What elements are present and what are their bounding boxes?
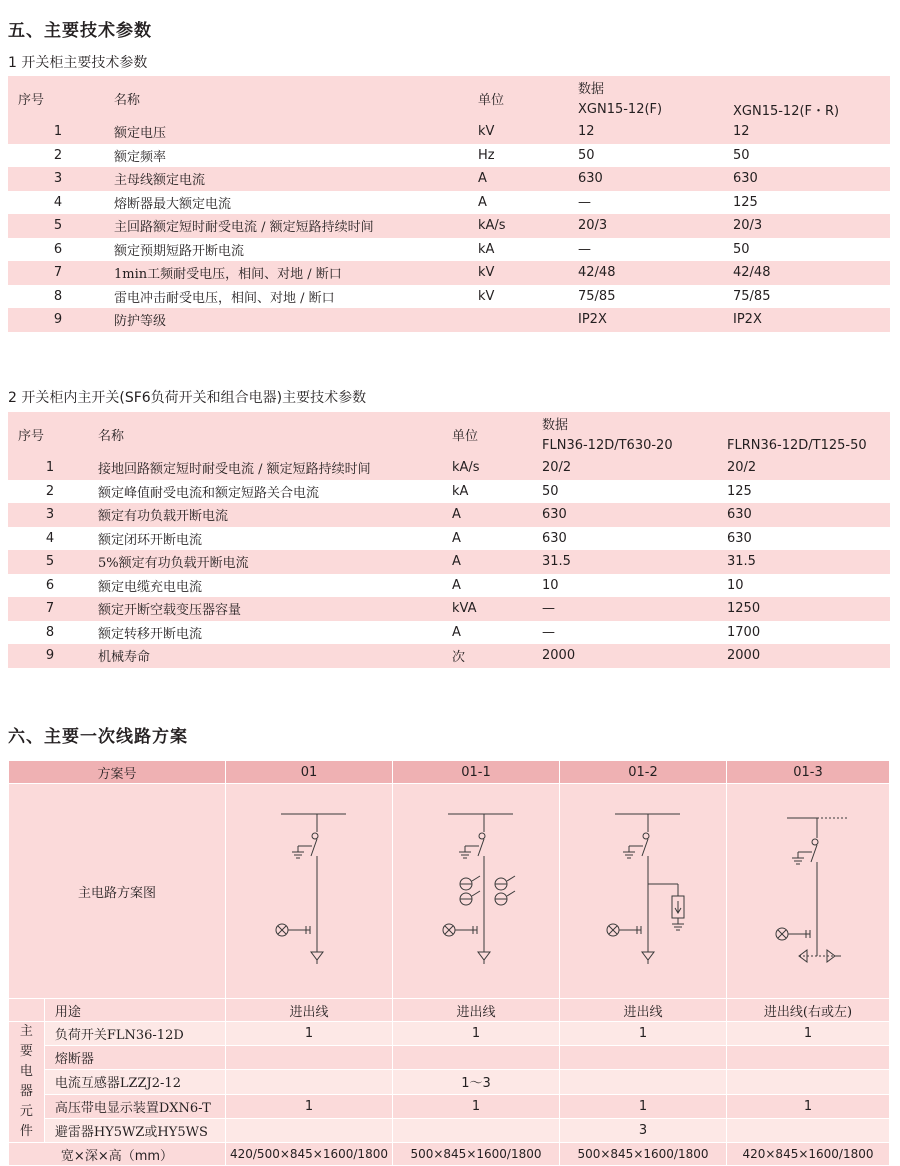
dims-01: 420/500×845×1600/1800 (225, 1143, 392, 1166)
t2-cell-unit: A (452, 574, 542, 598)
usage-01: 进出线 (225, 999, 392, 1022)
dims-01-2: 500×845×1600/1800 (559, 1143, 726, 1166)
component-row (9, 1046, 890, 1070)
t1-cell-unit: kA/s (478, 214, 578, 238)
components-label-char: 件 (19, 1124, 33, 1139)
component-value (225, 1046, 392, 1070)
component-row (9, 1022, 890, 1046)
t1-cell-seq: 7 (8, 261, 108, 285)
components-label-char: 元 (19, 1104, 33, 1119)
usage-01-2: 进出线 (559, 999, 726, 1022)
usage-01-3: 进出线(右或左) (726, 999, 889, 1022)
t1-row (8, 144, 890, 168)
t1-cell-seq: 4 (8, 191, 108, 215)
t1-cell-unit: kV (478, 285, 578, 309)
scheme-no-01-1: 01-1 (392, 761, 559, 784)
t2-cell-unit: A (452, 621, 542, 645)
t2-cell-unit: A (452, 503, 542, 527)
t1-row (8, 308, 890, 332)
component-value: 1 (225, 1022, 392, 1046)
t1-cell-model-b: 50 (733, 144, 890, 168)
t1-cell-model-b: 20/3 (733, 214, 890, 238)
t1-cell-name: 1min工频耐受电压，相间、对地 / 断口 (108, 261, 478, 285)
t1-header-name: 名称 (108, 76, 478, 120)
component-name: 负荷开关FLN36-12D (44, 1022, 225, 1046)
t1-cell-unit: kV (478, 261, 578, 285)
t2-cell-unit: A (452, 527, 542, 551)
t2-cell-model-b: 20/2 (727, 456, 890, 480)
t2-cell-seq: 5 (8, 550, 92, 574)
t1-row (8, 238, 890, 262)
t2-row (8, 574, 890, 598)
t2-cell-seq: 2 (8, 480, 92, 504)
t2-row (8, 644, 890, 668)
component-value (559, 1070, 726, 1094)
t1-row (8, 167, 890, 191)
component-value (726, 1118, 889, 1142)
components-label (9, 1022, 45, 1143)
t1-cell-model-a: 42/48 (578, 261, 733, 285)
t1-row (8, 191, 890, 215)
t2-row (8, 480, 890, 504)
t1-cell-model-b: 125 (733, 191, 890, 215)
t2-cell-model-b: 31.5 (727, 550, 890, 574)
component-value: 1 (392, 1022, 559, 1046)
t1-cell-model-b: 12 (733, 120, 890, 144)
t2-cell-unit: A (452, 550, 542, 574)
t1-cell-model-b: IP2X (733, 308, 890, 332)
table2-title: 2 开关柜内主开关(SF6负荷开关和组合电器)主要技术参数 (8, 390, 367, 406)
component-value: 1 (559, 1094, 726, 1118)
t2-cell-model-b: 630 (727, 503, 890, 527)
t2-header-data: 数据 (542, 412, 890, 434)
t2-header-model-a: FLN36-12D/T630-20 (542, 434, 727, 456)
t1-cell-seq: 6 (8, 238, 108, 262)
component-value (392, 1046, 559, 1070)
t1-cell-name: 主母线额定电流 (108, 167, 478, 191)
diagram-label: 主电路方案图 (9, 784, 226, 999)
t2-cell-model-b: 2000 (727, 644, 890, 668)
t2-cell-name: 接地回路额定短时耐受电流 / 额定短路持续时间 (92, 456, 452, 480)
t1-row (8, 120, 890, 144)
scheme-no-01-2: 01-2 (559, 761, 726, 784)
t2-row (8, 503, 890, 527)
component-name: 熔断器 (44, 1046, 225, 1070)
t2-cell-seq: 9 (8, 644, 92, 668)
t2-cell-name: 额定峰值耐受电流和额定短路关合电流 (92, 480, 452, 504)
t1-cell-unit (478, 308, 578, 332)
components-label-char: 要 (19, 1044, 33, 1059)
section6-title: 六、主要一次线路方案 (8, 727, 188, 747)
t1-cell-seq: 3 (8, 167, 108, 191)
table1-title: 1 开关柜主要技术参数 (8, 55, 148, 71)
t1-cell-seq: 9 (8, 308, 108, 332)
diagram-01 (225, 784, 392, 999)
usage-01-1: 进出线 (392, 999, 559, 1022)
t2-cell-model-a: 630 (542, 527, 727, 551)
t2-cell-seq: 1 (8, 456, 92, 480)
t2-cell-unit: 次 (452, 644, 542, 668)
t2-cell-seq: 7 (8, 597, 92, 621)
t1-cell-name: 雷电冲击耐受电压，相间、对地 / 断口 (108, 285, 478, 309)
diagram-01-3 (726, 784, 889, 999)
t2-cell-unit: kVA (452, 597, 542, 621)
t2-cell-model-b: 1250 (727, 597, 890, 621)
t2-cell-model-a: 630 (542, 503, 727, 527)
t2-row (8, 550, 890, 574)
dims-label: 宽×深×高（mm） (9, 1143, 226, 1166)
diagram-01-2 (559, 784, 726, 999)
t1-cell-unit: kV (478, 120, 578, 144)
t2-cell-model-b: 10 (727, 574, 890, 598)
t2-cell-model-a: 20/2 (542, 456, 727, 480)
t2-header-name: 名称 (92, 412, 452, 456)
t1-row (8, 214, 890, 238)
t1-header-model-a: XGN15-12(F) (578, 98, 733, 120)
t1-cell-name: 额定预期短路开断电流 (108, 238, 478, 262)
component-value: 1 (726, 1022, 889, 1046)
t2-header-unit: 单位 (452, 412, 542, 456)
components-label-char: 电 (19, 1064, 33, 1079)
t1-row (8, 285, 890, 309)
t1-cell-model-b: 630 (733, 167, 890, 191)
component-value: 1 (225, 1094, 392, 1118)
component-value (392, 1118, 559, 1142)
t1-header-data: 数据 (578, 76, 890, 98)
scheme-table (8, 760, 890, 1166)
t1-header-seq: 序号 (8, 76, 108, 120)
t2-cell-unit: kA (452, 480, 542, 504)
t1-cell-name: 主回路额定短时耐受电流 / 额定短路持续时间 (108, 214, 478, 238)
t2-cell-name: 5%额定有功负载开断电流 (92, 550, 452, 574)
t2-cell-seq: 6 (8, 574, 92, 598)
t1-cell-unit: A (478, 191, 578, 215)
t1-row (8, 261, 890, 285)
scheme-no-01: 01 (225, 761, 392, 784)
t1-cell-model-b: 50 (733, 238, 890, 262)
t2-cell-unit: kA/s (452, 456, 542, 480)
t1-cell-model-a: 50 (578, 144, 733, 168)
component-value: 1 (726, 1094, 889, 1118)
t1-header-model-b: XGN15-12(F・R) (733, 98, 890, 120)
t1-cell-seq: 1 (8, 120, 108, 144)
component-name: 避雷器HY5WZ或HY5WS (44, 1118, 225, 1142)
component-value (726, 1070, 889, 1094)
t1-cell-seq: 8 (8, 285, 108, 309)
t1-cell-name: 额定频率 (108, 144, 478, 168)
t2-cell-model-a: — (542, 597, 727, 621)
table2 (8, 412, 890, 668)
t1-cell-name: 熔断器最大额定电流 (108, 191, 478, 215)
t2-cell-model-a: — (542, 621, 727, 645)
t1-cell-model-a: 630 (578, 167, 733, 191)
t2-cell-name: 额定有功负载开断电流 (92, 503, 452, 527)
t2-row (8, 456, 890, 480)
component-row (9, 1118, 890, 1142)
component-value (225, 1070, 392, 1094)
t2-cell-model-a: 10 (542, 574, 727, 598)
dims-01-1: 500×845×1600/1800 (392, 1143, 559, 1166)
t2-cell-name: 额定电缆充电电流 (92, 574, 452, 598)
t1-cell-seq: 2 (8, 144, 108, 168)
t1-cell-unit: Hz (478, 144, 578, 168)
table1 (8, 76, 890, 332)
component-name: 高压带电显示装置DXN6-T (44, 1094, 225, 1118)
t1-cell-name: 额定电压 (108, 120, 478, 144)
component-value: 1 (392, 1094, 559, 1118)
component-value (225, 1118, 392, 1142)
t2-cell-name: 额定转移开断电流 (92, 621, 452, 645)
t1-cell-model-a: 75/85 (578, 285, 733, 309)
section5-title: 五、主要技术参数 (8, 21, 152, 41)
t1-cell-model-a: — (578, 238, 733, 262)
t1-cell-unit: kA (478, 238, 578, 262)
component-name: 电流互感器LZZJ2-12 (44, 1070, 225, 1094)
t2-cell-model-b: 1700 (727, 621, 890, 645)
t1-cell-model-a: — (578, 191, 733, 215)
t2-cell-model-b: 630 (727, 527, 890, 551)
t1-cell-model-a: 12 (578, 120, 733, 144)
t2-cell-name: 机械寿命 (92, 644, 452, 668)
diagram-01-1 (392, 784, 559, 999)
t1-cell-model-b: 42/48 (733, 261, 890, 285)
t1-cell-model-b: 75/85 (733, 285, 890, 309)
t1-cell-model-a: IP2X (578, 308, 733, 332)
t2-row (8, 527, 890, 551)
t2-cell-seq: 8 (8, 621, 92, 645)
component-value: 1～3 (392, 1070, 559, 1094)
t2-cell-name: 额定闭环开断电流 (92, 527, 452, 551)
components-label-char: 器 (19, 1084, 33, 1099)
t2-cell-model-b: 125 (727, 480, 890, 504)
t1-header-unit: 单位 (478, 76, 578, 120)
t2-cell-name: 额定开断空载变压器容量 (92, 597, 452, 621)
t2-cell-model-a: 31.5 (542, 550, 727, 574)
t2-header-seq: 序号 (8, 412, 92, 456)
component-value (559, 1046, 726, 1070)
t2-cell-seq: 4 (8, 527, 92, 551)
t1-cell-name: 防护等级 (108, 308, 478, 332)
component-row (9, 1070, 890, 1094)
t2-row (8, 621, 890, 645)
component-row (9, 1094, 890, 1118)
t2-row (8, 597, 890, 621)
dims-01-3: 420×845×1600/1800 (726, 1143, 889, 1166)
component-value: 1 (559, 1022, 726, 1046)
usage-label: 用途 (44, 999, 225, 1022)
scheme-no-label: 方案号 (9, 761, 226, 784)
scheme-no-01-3: 01-3 (726, 761, 889, 784)
t1-cell-model-a: 20/3 (578, 214, 733, 238)
t1-cell-unit: A (478, 167, 578, 191)
t2-header-model-b: FLRN36-12D/T125-50 (727, 434, 890, 456)
component-value: 3 (559, 1118, 726, 1142)
t1-cell-seq: 5 (8, 214, 108, 238)
t2-cell-model-a: 2000 (542, 644, 727, 668)
components-label-char: 主 (19, 1024, 33, 1039)
t2-cell-seq: 3 (8, 503, 92, 527)
component-value (726, 1046, 889, 1070)
t2-cell-model-a: 50 (542, 480, 727, 504)
